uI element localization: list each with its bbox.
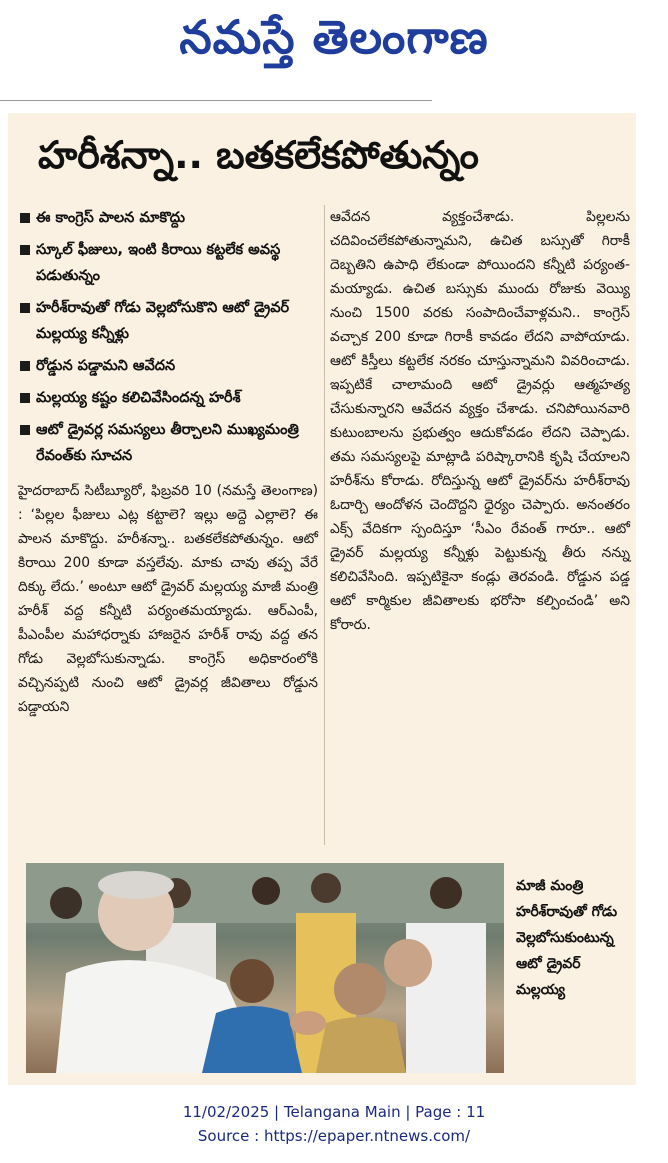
masthead-divider (0, 100, 432, 101)
masthead (0, 0, 668, 100)
highlight-item (18, 353, 318, 379)
article-left-column (18, 205, 318, 865)
news-photo (26, 863, 504, 1073)
edition-info: 11/02/2025 | Telangana Main | Page : 11 (182, 1103, 486, 1121)
article-body-left: హైదరాబాద్ సిటీబ్యూరో, ఫిబ్రవరి 10 (నమస్తే తెలంగాణ) : ‘పిల్లల ఫీజులు ఎట్ల కట్టాలె? ఇల్లు అద్దె ఎల్లాలె? ఈ పాలన మాకొద్దు. హరీశన్నా.. బతకలేకపోతున్నం. ఆటో కిరాయి 200 కూడా వస్తలేవు. మాకు చావు తప్ప వేరే దిక్కు లేదు.’ అంటూ ఆటో డ్రైవర్ మల్లయ్య మాజీ మంత్రి హరీశ్ వద్ద కన్నీటి పర్యంతమయ్యాడు. ఆర్‌ఎంపీ, పీఎంపీల మహాధర్నాకు హాజరైన హరీశ్ రావు వద్ద తన గోడు వెల్లబోసుకున్నాడు. కాంగ్రెస్ అధికారంలోకి వచ్చినప్పటి నుంచి ఆటో డ్రైవర్ల జీవితాలు రోడ్డున పడ్డాయని (18, 483, 318, 715)
article-right-column (330, 205, 630, 865)
bullet-square-icon (20, 425, 30, 435)
highlight-text: ఈ కాంగ్రెస్ పాలన మాకొద్దు (36, 210, 185, 226)
highlight-text: ఆటో డ్రైవర్ల సమస్యలు తీర్చాలని ముఖ్యమంత్రి రేవంత్‌కు సూచన (36, 422, 299, 464)
page-footer (0, 1100, 668, 1148)
article-clipping (8, 113, 636, 1085)
article-body-right: ఆవేదన వ్యక్తంచేశాడు. పిల్లలను చదివించలేకపోతున్నామని, ఉచిత బస్సుతో గిరాకీ దెబ్బతిని ఉపాధి లేకుండా పోయిందని కన్నీటి పర్యంత-మయ్యాడు. ఉచిత బస్సుకు ముందు రోజుకు వెయ్యి నుంచి 1500 వరకు సంపాదించేవాళ్లమని.. కాంగ్రెస్ వచ్చాక 200 కూడా గిరాకీ కావడం లేదని వాపోయాడు. ఆటో కిస్తీలు కట్టలేక నరకం చూస్తున్నామని వివరించాడు. ఇప్పటికే చాలామంది ఆటో డ్రైవర్లు ఆత్మహత్య చేసుకున్నారని ఆవేదన వ్యక్తం చేశాడు. చనిపోయినవారి కుటుంబాలను ప్రభుత్వం ఆదుకోవడం లేదని చెప్పాడు. తమ సమస్యలపై మాట్లాడి పరిష్కారానికి కృషి చేయాలని హరీశ్‌ను కోరాడు. రోదిస్తున్న ఆటో డ్రైవర్‌ను హరీశ్‌రావు ఓదార్చి ఆందోళన చెందొద్దని ధైర్యం చెప్పారు. అనంతరం ఎక్స్ వేదికగా స్పందిస్తూ ‘సీఎం రేవంత్ గారూ.. ఆటో డ్రైవర్ మల్లయ్య కన్నీళ్లు పెట్టుకున్న తీరు నన్ను కలిచివేసింది. ఇప్పటికైనా కండ్లు తెరవండి. రోడ్డున పడ్డ ఆటో కార్మికుల జీవితాలకు భరోసా కల్పించండి’ అని కోరారు. (330, 209, 630, 633)
photo-illustration (26, 863, 504, 1073)
highlight-text: హరీశ్‌రావుతో గోడు వెల్లబోసుకొని ఆటో డ్రైవర్ మల్లయ్య కన్నీళ్లు (36, 300, 290, 342)
highlight-item (18, 295, 318, 347)
source-link[interactable]: Source : https://epaper.ntnews.com/ (197, 1127, 471, 1145)
highlight-list (18, 205, 318, 469)
highlight-text: స్కూల్ ఫీజులు, ఇంటి కిరాయి కట్టలేక అవస్థ పడుతున్నం (36, 242, 281, 284)
highlight-item (18, 237, 318, 289)
column-divider (324, 205, 325, 845)
bullet-square-icon (20, 393, 30, 403)
highlight-text: మల్లయ్య కష్టం కలిచివేసిందన్న హరీశ్ (36, 390, 241, 406)
newspaper-title: నమస్తే తెలంగాణ (179, 10, 489, 64)
highlight-text: రోడ్డున పడ్డామని ఆవేదన (36, 358, 176, 374)
bullet-square-icon (20, 303, 30, 313)
bullet-square-icon (20, 245, 30, 255)
highlight-item (18, 205, 318, 231)
article-headline: హరీశన్నా.. బతకలేకపోతున్నం (38, 133, 479, 177)
bullet-square-icon (20, 361, 30, 371)
highlight-item (18, 385, 318, 411)
bullet-square-icon (20, 213, 30, 223)
photo-caption: మాజీ మంత్రి హరీశ్‌రావుతో గోడు వెల్లబోసుకుంటున్న ఆటో డ్రైవర్ మల్లయ్య (516, 878, 618, 998)
highlight-item (18, 417, 318, 469)
